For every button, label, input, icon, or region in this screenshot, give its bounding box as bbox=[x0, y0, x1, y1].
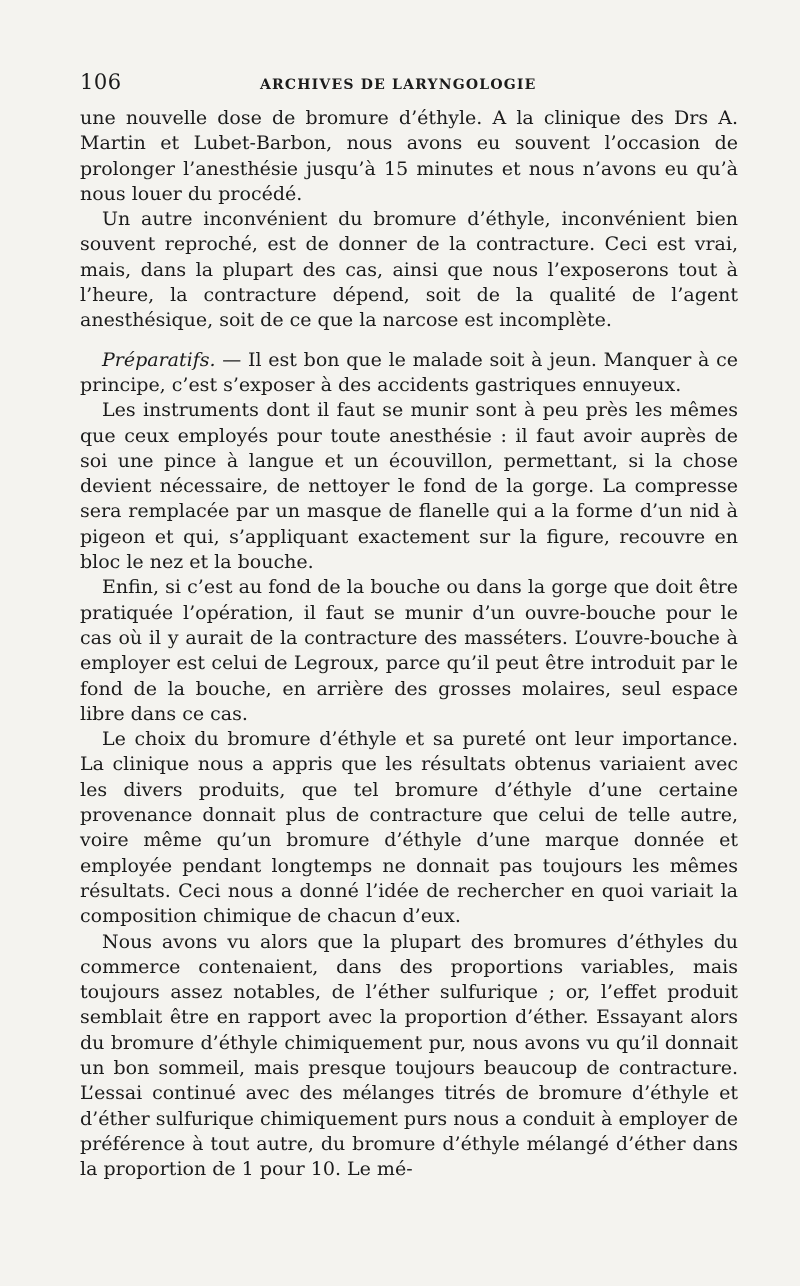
paragraph: une nouvelle dose de bromure d’éthyle. A la clinique des Drs A. Martin et Lubet-Barbon, nous avons eu souvent l’occasion de prolonger l’anesthésie jusqu’à 15 minutes et nous n’avons eu qu’à nous louer du procédé. bbox=[80, 107, 738, 205]
paragraph: Un autre inconvénient du bromure d’éthyle, inconvénient bien souvent reproché, est de donner de la contracture. Ceci est vrai, mais, dans la plupart des cas, ainsi que nous l’exposerons tout à l’heure, la contracture dépend, soit de la qualité de l’agent anesthésique, soit de ce que la narcose est incomplète. bbox=[80, 208, 738, 332]
running-title: ARCHIVES DE LARYNGOLOGIE bbox=[260, 77, 537, 93]
section-heading: Préparatifs. bbox=[102, 348, 216, 371]
page-header bbox=[80, 70, 738, 106]
paragraph-text: — Il est bon que le malade soit à jeun. Manquer à ce principe, c’est s’exposer à des accidents gastriques ennuyeux. bbox=[80, 348, 738, 396]
paragraph bbox=[80, 348, 738, 399]
section-gap bbox=[80, 334, 738, 348]
paragraph: Les instruments dont il faut se munir sont à peu près les mêmes que ceux employés pour toute anesthésie : il faut avoir auprès de soi une pince à langue et un écouvillon, permettant, si la chose devient nécessaire, de nettoyer le fond de la gorge. La compresse sera remplacée par un masque de flanelle qui a la forme d’un nid à pigeon et qui, s’appliquant exactement sur la figure, recouvre en bloc le nez et la bouche. bbox=[80, 399, 738, 574]
paragraph: Nous avons vu alors que la plupart des bromures d’éthyles du commerce contenaient, dans des proportions variables, mais toujours assez notables, de l’éther sulfurique ; or, l’effet produit semblait être en rapport avec la proportion d’éther. Essayant alors du bromure d’éthyle chimiquement pur, nous avons vu qu’il donnait un bon sommeil, mais presque toujours beaucoup de contracture. L’essai continué avec des mélanges titrés de bromure d’éthyle et d’éther sulfurique chimiquement purs nous a conduit à employer de préférence à tout autre, du bromure d’éthyle mélangé d’éther dans la proportion de 1 pour 10. Le mé- bbox=[80, 930, 738, 1181]
paragraph: Le choix du bromure d’éthyle et sa pureté ont leur importance. La clinique nous a appris que les résultats obtenus variaient avec les divers produits, que tel bromure d’éthyle d’une certaine provenance donnait plus de contracture que celui de telle autre, voire même qu’un bromure d’éthyle d’une marque donnée et employée pendant longtemps ne donnait pas toujours les mêmes résultats. Ceci nous a donné l’idée de rechercher en quoi variait la composition chimique de chacun d’eux. bbox=[80, 728, 738, 928]
paragraph: Enfin, si c’est au fond de la bouche ou dans la gorge que doit être pratiquée l’opération, il faut se munir d’un ouvre-bouche pour le cas où il y aurait de la contracture des masséters. L’ouvre-bouche à employer est celui de Legroux, parce qu’il peut être introduit par le fond de la bouche, en arrière des grosses molaires, seul espace libre dans ce cas. bbox=[80, 576, 738, 725]
body-text bbox=[80, 106, 738, 1182]
page-number: 106 bbox=[80, 70, 122, 94]
